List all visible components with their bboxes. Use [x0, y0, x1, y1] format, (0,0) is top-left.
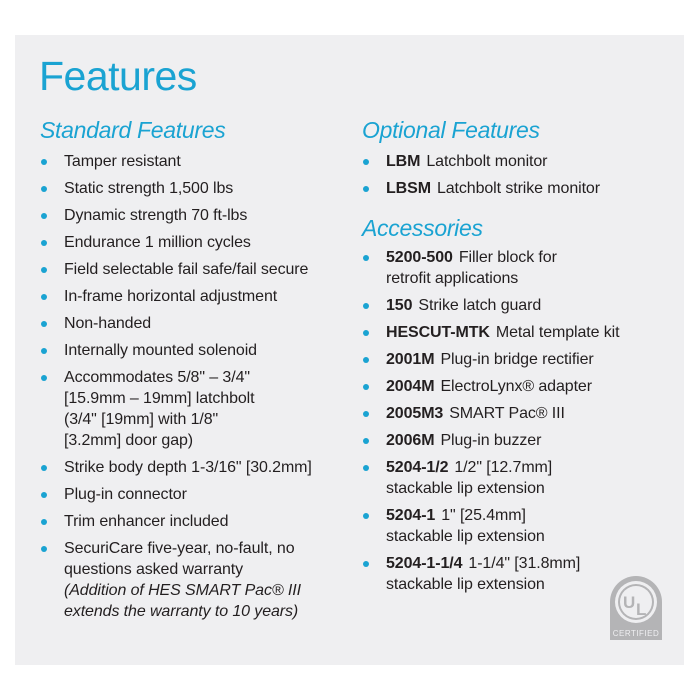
bullet-icon	[363, 438, 369, 444]
bullet-icon	[363, 186, 369, 192]
bullet-icon	[41, 465, 47, 471]
item-code: 2006M	[386, 432, 435, 449]
item-text: 1/2" [12.7mm] stackable lip extension	[386, 459, 553, 497]
item-text: Plug-in bridge rectifier	[440, 351, 594, 368]
list-item	[362, 505, 586, 547]
list-item	[362, 553, 616, 595]
list-item	[362, 295, 682, 316]
item-text: 1" [25.4mm] stackable lip extension	[386, 507, 545, 545]
item-text: Metal template kit	[495, 324, 620, 341]
page-title: Features	[39, 53, 197, 99]
bullet-icon	[363, 159, 369, 165]
svg-text:U: U	[623, 593, 636, 612]
bullet-icon	[41, 240, 47, 246]
bullet-icon	[363, 513, 369, 519]
item-code: 5204-1/2	[386, 459, 449, 476]
list-item	[40, 340, 350, 361]
item-text: Plug-in connector	[64, 486, 187, 503]
bullet-icon	[41, 186, 47, 192]
item-text: SecuriCare five-year, no-fault, no questions asked warranty	[64, 540, 295, 578]
bullet-icon	[41, 492, 47, 498]
list-item	[362, 457, 586, 499]
bullet-icon	[363, 255, 369, 261]
optional-features-list	[362, 151, 682, 199]
item-text: In-frame horizontal adjustment	[64, 288, 278, 305]
item-text: Trim enhancer included	[64, 513, 229, 530]
item-code: 2005M3	[386, 405, 444, 422]
right-column	[362, 115, 682, 595]
list-item	[362, 376, 682, 397]
item-text: Latchbolt monitor	[426, 153, 548, 170]
list-item	[362, 403, 682, 424]
item-code: HESCUT-MTK	[386, 324, 490, 341]
item-text: Plug-in buzzer	[440, 432, 542, 449]
item-text: 1-1/4" [31.8mm] stackable lip extension	[386, 555, 581, 593]
bullet-icon	[41, 159, 47, 165]
item-text: Internally mounted solenoid	[64, 342, 257, 359]
list-item	[362, 178, 682, 199]
bullet-icon	[41, 546, 47, 552]
item-code: 5200-500	[386, 249, 453, 266]
list-item	[40, 313, 350, 334]
list-item	[40, 259, 350, 280]
list-item	[40, 367, 274, 451]
bullet-icon	[363, 357, 369, 363]
bullet-icon	[41, 321, 47, 327]
bullet-icon	[41, 375, 47, 381]
bullet-icon	[41, 519, 47, 525]
bullet-icon	[41, 213, 47, 219]
list-item	[40, 511, 350, 532]
bullet-icon	[41, 267, 47, 273]
list-item	[40, 151, 350, 172]
list-item	[40, 178, 350, 199]
item-code: LBM	[386, 153, 421, 170]
item-text: ElectroLynx® adapter	[440, 378, 592, 395]
item-code: 2004M	[386, 378, 435, 395]
list-item	[40, 484, 350, 505]
item-text: Field selectable fail safe/fail secure	[64, 261, 309, 278]
item-text: SMART Pac® III	[449, 405, 565, 422]
accessories-heading: Accessories	[362, 215, 483, 241]
standard-features-heading: Standard Features	[40, 117, 226, 143]
bullet-icon	[41, 294, 47, 300]
item-text: Static strength 1,500 lbs	[64, 180, 234, 197]
item-code: 150	[386, 297, 413, 314]
bullet-icon	[41, 348, 47, 354]
item-code: LBSM	[386, 180, 431, 197]
bullet-icon	[363, 303, 369, 309]
item-code: 5204-1	[386, 507, 436, 524]
accessories-list	[362, 247, 682, 595]
item-text: Strike body depth 1-3/16" [30.2mm]	[64, 459, 312, 476]
bullet-icon	[363, 561, 369, 567]
list-item	[362, 349, 682, 370]
list-item	[40, 286, 350, 307]
item-text: Filler block for retrofit applications	[386, 249, 557, 287]
item-text: Strike latch guard	[418, 297, 542, 314]
item-text: Accommodates 5/8" – 3/4" [15.9mm – 19mm] latchbolt (3/4" [19mm] with 1/8" [3.2mm] door gap)	[64, 369, 255, 449]
list-item	[362, 430, 682, 451]
standard-features-list	[40, 151, 350, 622]
list-item	[40, 457, 350, 478]
list-item	[40, 232, 350, 253]
item-text: Latchbolt strike monitor	[436, 180, 600, 197]
standard-features-section	[40, 115, 350, 622]
list-item	[40, 538, 314, 622]
bullet-icon	[363, 465, 369, 471]
bullet-icon	[363, 411, 369, 417]
bullet-icon	[363, 330, 369, 336]
item-text: Endurance 1 million cycles	[64, 234, 251, 251]
item-code: 2001M	[386, 351, 435, 368]
list-item	[362, 322, 682, 343]
optional-features-heading: Optional Features	[362, 117, 540, 143]
item-text: Non-handed	[64, 315, 152, 332]
item-text: Dynamic strength 70 ft-lbs	[64, 207, 248, 224]
list-item	[362, 151, 682, 172]
item-text: Tamper resistant	[64, 153, 181, 170]
warranty-note: (Addition of HES SMART Pac® III extends the warranty to 10 years)	[64, 582, 301, 620]
list-item	[362, 247, 586, 289]
ul-certified-icon	[608, 574, 664, 642]
bullet-icon	[363, 384, 369, 390]
svg-text:CERTIFIED: CERTIFIED	[612, 629, 660, 638]
list-item	[40, 205, 350, 226]
svg-text:L: L	[636, 600, 647, 619]
item-code: 5204-1-1/4	[386, 555, 463, 572]
